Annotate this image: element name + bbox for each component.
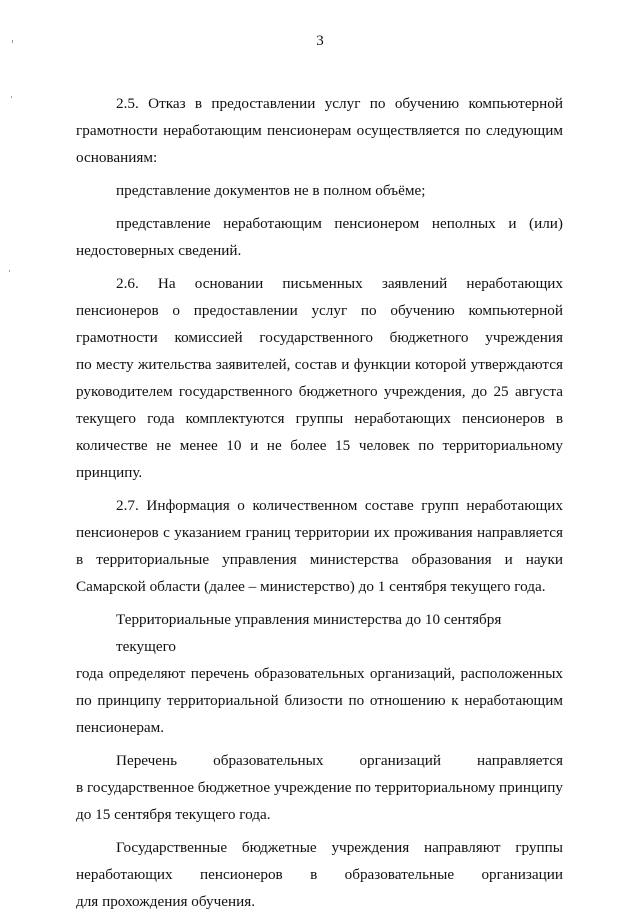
scan-artifact xyxy=(12,40,13,43)
text-line: представление неработающим пенсионером неполных и (или) xyxy=(116,215,563,232)
text-line: для прохождения обучения. xyxy=(76,893,256,910)
text-line: 2.7. Информация о количественном составе групп неработающих xyxy=(116,497,563,514)
text-line: Территориальные управления министерства до 10 сентября текущего xyxy=(116,611,502,655)
text-line: пенсионеров с указанием границ территории их проживания направляется xyxy=(76,524,563,541)
text-line: принципу. xyxy=(76,464,143,481)
text-line: пенсионеров о предоставлении услуг по обучению компьютерной xyxy=(76,302,563,319)
page-number: 3 xyxy=(316,33,324,49)
text-line: года определяют перечень образовательных организаций, расположенных xyxy=(76,665,563,682)
paragraph-org-list xyxy=(76,747,563,828)
text-line: количестве не менее 10 и не более 15 человек по территориальному xyxy=(76,437,563,454)
text-line: в территориальные управления министерства образования и науки xyxy=(76,551,563,568)
text-line: Самарской области (далее – министерство) до 1 сентября текущего года. xyxy=(76,578,546,595)
text-line: Государственные бюджетные учреждения направляют группы xyxy=(116,839,563,856)
text-line: основаниям: xyxy=(76,149,158,166)
text-line: пенсионерам. xyxy=(76,719,165,736)
text-line: недостоверных сведений. xyxy=(76,242,242,259)
text-line: представление документов не в полном объёме; xyxy=(116,182,426,199)
text-line: 2.6. На основании письменных заявлений неработающих xyxy=(116,275,563,292)
text-line: по месту жительства заявителей, состав и функции которой утверждаются xyxy=(76,356,563,373)
paragraph-ground-2 xyxy=(76,210,563,264)
text-line: текущего года комплектуются группы неработающих пенсионеров в xyxy=(76,410,563,427)
text-line: неработающих пенсионеров в образовательные организации xyxy=(76,866,563,883)
scan-artifact xyxy=(11,96,12,98)
text-line: по принципу территориальной близости по отношению к неработающим xyxy=(76,692,563,709)
paragraph-state-institutions xyxy=(76,834,563,915)
paragraph-2-7 xyxy=(76,492,563,600)
paragraph-ground-1 xyxy=(76,177,563,204)
text-line: в государственное бюджетное учреждение по территориальному принципу xyxy=(76,779,563,796)
text-line: грамотности неработающим пенсионерам осуществляется по следующим xyxy=(76,122,563,139)
text-line: до 15 сентября текущего года. xyxy=(76,806,271,823)
paragraph-territorial-offices xyxy=(76,606,563,741)
document-body xyxy=(76,90,563,915)
paragraph-2-6 xyxy=(76,270,563,486)
paragraph-2-5 xyxy=(76,90,563,171)
text-line: 2.5. Отказ в предоставлении услуг по обучению компьютерной xyxy=(116,95,563,112)
text-line: руководителем государственного бюджетного учреждения, до 25 августа xyxy=(76,383,563,400)
text-line: Перечень образовательных организаций направляется xyxy=(116,752,563,769)
scan-artifact xyxy=(9,270,10,272)
text-line: грамотности комиссией государственного бюджетного учреждения xyxy=(76,329,563,346)
